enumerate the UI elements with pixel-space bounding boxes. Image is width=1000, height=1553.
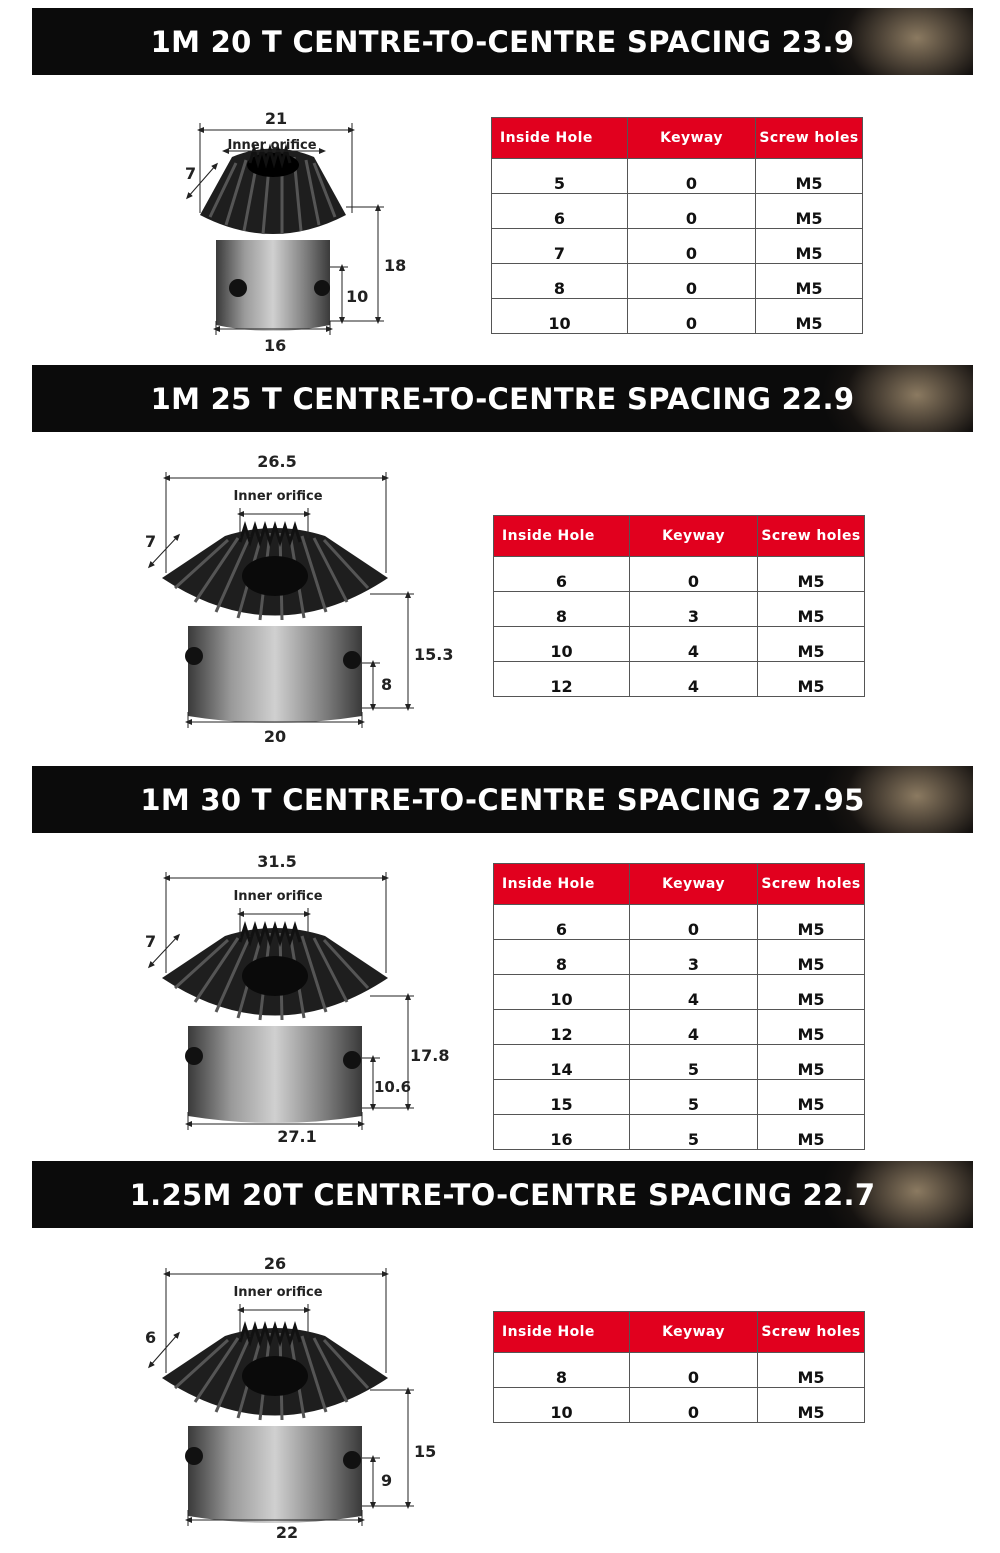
cell-screw: M5 xyxy=(758,662,865,697)
cell-screw: M5 xyxy=(758,905,865,940)
cell-hole: 8 xyxy=(492,264,628,299)
dim-hub-height: 10.6 xyxy=(374,1078,412,1096)
col-inside-hole: Inside Hole xyxy=(494,516,630,557)
gear-diagram xyxy=(130,848,470,1148)
dim-outer-diameter: 26 xyxy=(263,1254,287,1273)
section-banner xyxy=(32,1161,973,1228)
table-row xyxy=(494,940,865,975)
cell-hole: 7 xyxy=(492,229,628,264)
cell-keyway: 0 xyxy=(630,1353,758,1388)
cell-screw: M5 xyxy=(758,627,865,662)
spec-table xyxy=(493,863,865,1150)
col-keyway: Keyway xyxy=(630,1312,758,1353)
cell-screw: M5 xyxy=(756,299,863,334)
cell-hole: 12 xyxy=(494,1010,630,1045)
cell-screw: M5 xyxy=(758,592,865,627)
cell-screw: M5 xyxy=(756,159,863,194)
col-screw-holes: Screw holes xyxy=(758,1312,865,1353)
cell-hole: 8 xyxy=(494,1353,630,1388)
cell-hole: 8 xyxy=(494,940,630,975)
table-row xyxy=(494,1388,865,1423)
dim-hub-height: 9 xyxy=(381,1471,393,1490)
table-row xyxy=(492,299,863,334)
cell-keyway: 0 xyxy=(630,557,758,592)
cell-hole: 16 xyxy=(494,1115,630,1150)
cell-screw: M5 xyxy=(758,940,865,975)
cell-keyway: 4 xyxy=(630,975,758,1010)
section-title: 1M 25 T CENTRE-TO-CENTRE SPACING 22.9 xyxy=(150,381,855,416)
cell-keyway: 0 xyxy=(628,159,756,194)
cell-keyway: 0 xyxy=(630,905,758,940)
gear-diagram xyxy=(130,448,470,748)
section-banner xyxy=(32,365,973,432)
table-row xyxy=(494,662,865,697)
table-row xyxy=(494,1353,865,1388)
section-title: 1.25M 20T CENTRE-TO-CENTRE SPACING 22.7 xyxy=(129,1177,876,1212)
cell-screw: M5 xyxy=(758,1115,865,1150)
cell-screw: M5 xyxy=(758,1353,865,1388)
cell-keyway: 0 xyxy=(628,264,756,299)
table-row xyxy=(492,229,863,264)
dim-height: 17.8 xyxy=(410,1046,450,1065)
cell-screw: M5 xyxy=(758,975,865,1010)
cell-keyway: 4 xyxy=(630,662,758,697)
cell-screw: M5 xyxy=(758,1045,865,1080)
cell-hole: 12 xyxy=(494,662,630,697)
dim-tooth: 7 xyxy=(185,164,197,183)
table-row xyxy=(492,194,863,229)
dim-tooth: 6 xyxy=(145,1328,157,1347)
cell-hole: 5 xyxy=(492,159,628,194)
dim-hub-height: 8 xyxy=(381,675,393,694)
section-title: 1M 20 T CENTRE-TO-CENTRE SPACING 23.9 xyxy=(150,24,855,59)
cell-screw: M5 xyxy=(758,557,865,592)
col-screw-holes: Screw holes xyxy=(758,864,865,905)
col-keyway: Keyway xyxy=(630,864,758,905)
dim-inner-label: Inner orifice xyxy=(227,138,317,153)
cell-keyway: 5 xyxy=(630,1115,758,1150)
dim-height: 18 xyxy=(384,256,407,275)
table-row xyxy=(494,1115,865,1150)
cell-hole: 8 xyxy=(494,592,630,627)
dim-outer-diameter: 31.5 xyxy=(257,852,297,871)
cell-keyway: 0 xyxy=(630,1388,758,1423)
table-row xyxy=(494,627,865,662)
cell-hole: 6 xyxy=(492,194,628,229)
cell-screw: M5 xyxy=(756,194,863,229)
dim-inner-label: Inner orifice xyxy=(233,1285,323,1300)
col-screw-holes: Screw holes xyxy=(756,118,863,159)
gear-diagram xyxy=(130,1248,470,1548)
cell-keyway: 4 xyxy=(630,627,758,662)
dim-hub-width: 20 xyxy=(263,727,287,746)
cell-hole: 10 xyxy=(494,975,630,1010)
section-title: 1M 30 T CENTRE-TO-CENTRE SPACING 27.95 xyxy=(140,782,865,817)
cell-hole: 6 xyxy=(494,557,630,592)
table-row xyxy=(494,592,865,627)
dim-inner-label: Inner orifice xyxy=(233,889,323,904)
table-row xyxy=(494,1045,865,1080)
cell-keyway: 0 xyxy=(628,229,756,264)
spec-table xyxy=(493,1311,865,1423)
cell-keyway: 4 xyxy=(630,1010,758,1045)
cell-hole: 15 xyxy=(494,1080,630,1115)
spec-table xyxy=(493,515,865,697)
cell-keyway: 0 xyxy=(628,194,756,229)
cell-screw: M5 xyxy=(758,1080,865,1115)
dim-outer-diameter: 21 xyxy=(264,109,288,128)
dim-tooth: 7 xyxy=(145,532,157,551)
dim-tooth: 7 xyxy=(145,932,157,951)
gear-diagram xyxy=(150,105,440,360)
table-row xyxy=(494,557,865,592)
cell-keyway: 3 xyxy=(630,592,758,627)
col-keyway: Keyway xyxy=(628,118,756,159)
cell-screw: M5 xyxy=(756,264,863,299)
dim-hub-width: 22 xyxy=(275,1523,299,1542)
col-inside-hole: Inside Hole xyxy=(492,118,628,159)
col-keyway: Keyway xyxy=(630,516,758,557)
dim-outer-diameter: 26.5 xyxy=(257,452,297,471)
table-row xyxy=(492,159,863,194)
cell-hole: 10 xyxy=(494,1388,630,1423)
table-row xyxy=(494,905,865,940)
col-inside-hole: Inside Hole xyxy=(494,1312,630,1353)
cell-hole: 6 xyxy=(494,905,630,940)
table-row xyxy=(492,264,863,299)
cell-hole: 10 xyxy=(494,627,630,662)
section-banner xyxy=(32,766,973,833)
col-screw-holes: Screw holes xyxy=(758,516,865,557)
table-row xyxy=(494,1010,865,1045)
table-row xyxy=(494,1080,865,1115)
dim-height: 15.3 xyxy=(414,645,454,664)
section-banner xyxy=(32,8,973,75)
cell-screw: M5 xyxy=(756,229,863,264)
dim-inner-label: Inner orifice xyxy=(233,489,323,504)
cell-keyway: 5 xyxy=(630,1045,758,1080)
cell-screw: M5 xyxy=(758,1010,865,1045)
cell-hole: 14 xyxy=(494,1045,630,1080)
cell-keyway: 0 xyxy=(628,299,756,334)
spec-table xyxy=(491,117,863,334)
dim-hub-width: 16 xyxy=(264,336,287,355)
table-row xyxy=(494,975,865,1010)
cell-keyway: 3 xyxy=(630,940,758,975)
cell-screw: M5 xyxy=(758,1388,865,1423)
dim-hub-width: 27.1 xyxy=(277,1127,317,1146)
dim-height: 15 xyxy=(414,1442,437,1461)
col-inside-hole: Inside Hole xyxy=(494,864,630,905)
dim-hub-height: 10 xyxy=(346,287,369,306)
cell-keyway: 5 xyxy=(630,1080,758,1115)
cell-hole: 10 xyxy=(492,299,628,334)
